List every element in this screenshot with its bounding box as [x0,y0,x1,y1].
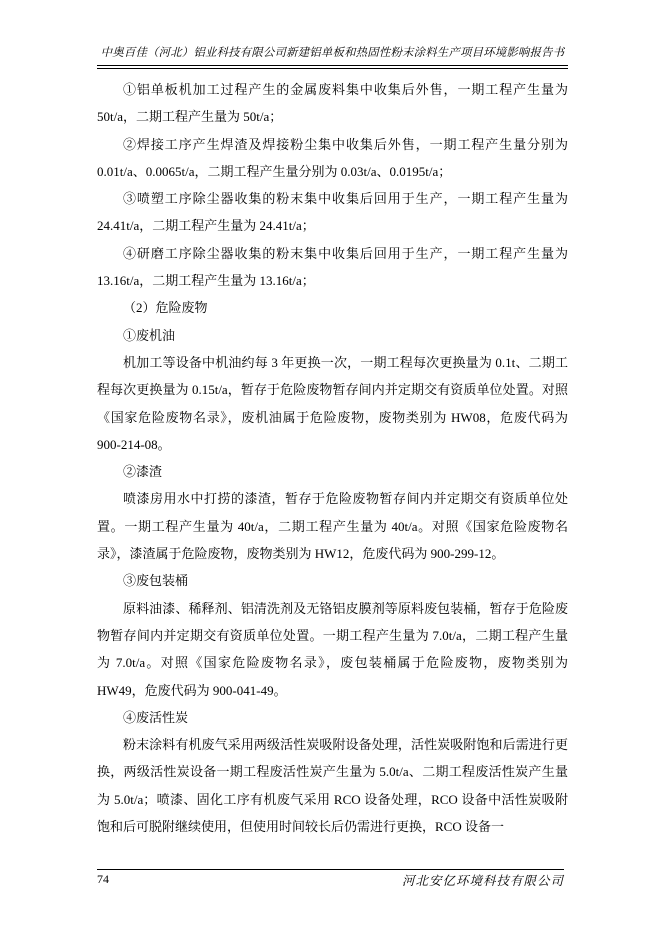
header-divider [97,65,568,69]
section-heading: （2）危险废物 [123,300,208,316]
item-heading: ③废包装桶 [123,573,189,589]
body-paragraph: 机加工等设备中机油约每 3 年更换一次，一期工程每次更换量为 0.1t、二期工程每次更换量为 0.15t/a，暂存于危险废物暂存间内并定期交有资质单位处置。对照《国家危险废物名录》，废机油属于危险废物，废物类别为 HW08，危废代码为 900-214-08。 [97,354,568,452]
item-heading: ④废活性炭 [123,709,189,725]
body-paragraph: 原料油漆、稀释剂、铝清洗剂及无铬铝皮膜剂等原料废包装桶，暂存于危险废物暂存间内并定期交有资质单位处置。一期工程产生量为 7.0t/a，二期工程产生量为 7.0t/a。对照《国家危险废物名录》，废包装桶属于危险废物，废物类别为 HW49，危废代码为 900-041-49。 [97,600,568,698]
body-paragraph: 粉末涂料有机废气采用两级活性炭吸附设备处理，活性炭吸附饱和后需进行更换，两级活性炭设备一期工程废活性炭产生量为 5.0t/a、二期工程废活性炭产生量为 5.0t/a；喷漆、固化工序有机废气采用 RCO 设备处理，RCO 设备中活性炭吸附饱和后可脱附继续使用，但使用时间较长后仍需进行更换，RCO 设备一 [97,737,568,835]
page-number: 74 [97,872,109,886]
item-heading: ①废机油 [123,327,176,343]
body-paragraph: ①铝单板机加工过程产生的金属废料集中收集后外售，一期工程产生量为 50t/a，二期工程产生量为 50t/a； [97,82,568,125]
item-heading: ②漆渣 [123,464,163,480]
footer-divider [97,869,564,870]
document-body [97,76,568,840]
footer-company: 河北安亿环境科技有限公司 [401,874,564,888]
page-header-title: 中奥百佳（河北）铝业科技有限公司新建铝单板和热固性粉末涂料生产项目环境影响报告书 [100,47,565,59]
body-paragraph: 喷漆房用水中打捞的漆渣，暂存于危险废物暂存间内并定期交有资质单位处置。一期工程产生量为 40t/a，二期工程产生量为 40t/a。对照《国家危险废物名录》，漆渣属于危险废物，废物类别为 HW12，危废代码为 900-299-12。 [97,491,568,562]
body-paragraph: ④研磨工序除尘器收集的粉末集中收集后回用于生产，一期工程产生量为 13.16t/a，二期工程产生量为 13.16t/a； [97,245,568,289]
body-paragraph: ③喷塑工序除尘器收集的粉末集中收集后回用于生产，一期工程产生量为 24.41t/a，二期工程产生量为 24.41t/a； [97,191,568,234]
body-paragraph: ②焊接工序产生焊渣及焊接粉尘集中收集后外售，一期工程产生量分别为 0.01t/a、0.0065t/a，二期工程产生量分别为 0.03t/a、0.0195t/a； [97,136,568,179]
